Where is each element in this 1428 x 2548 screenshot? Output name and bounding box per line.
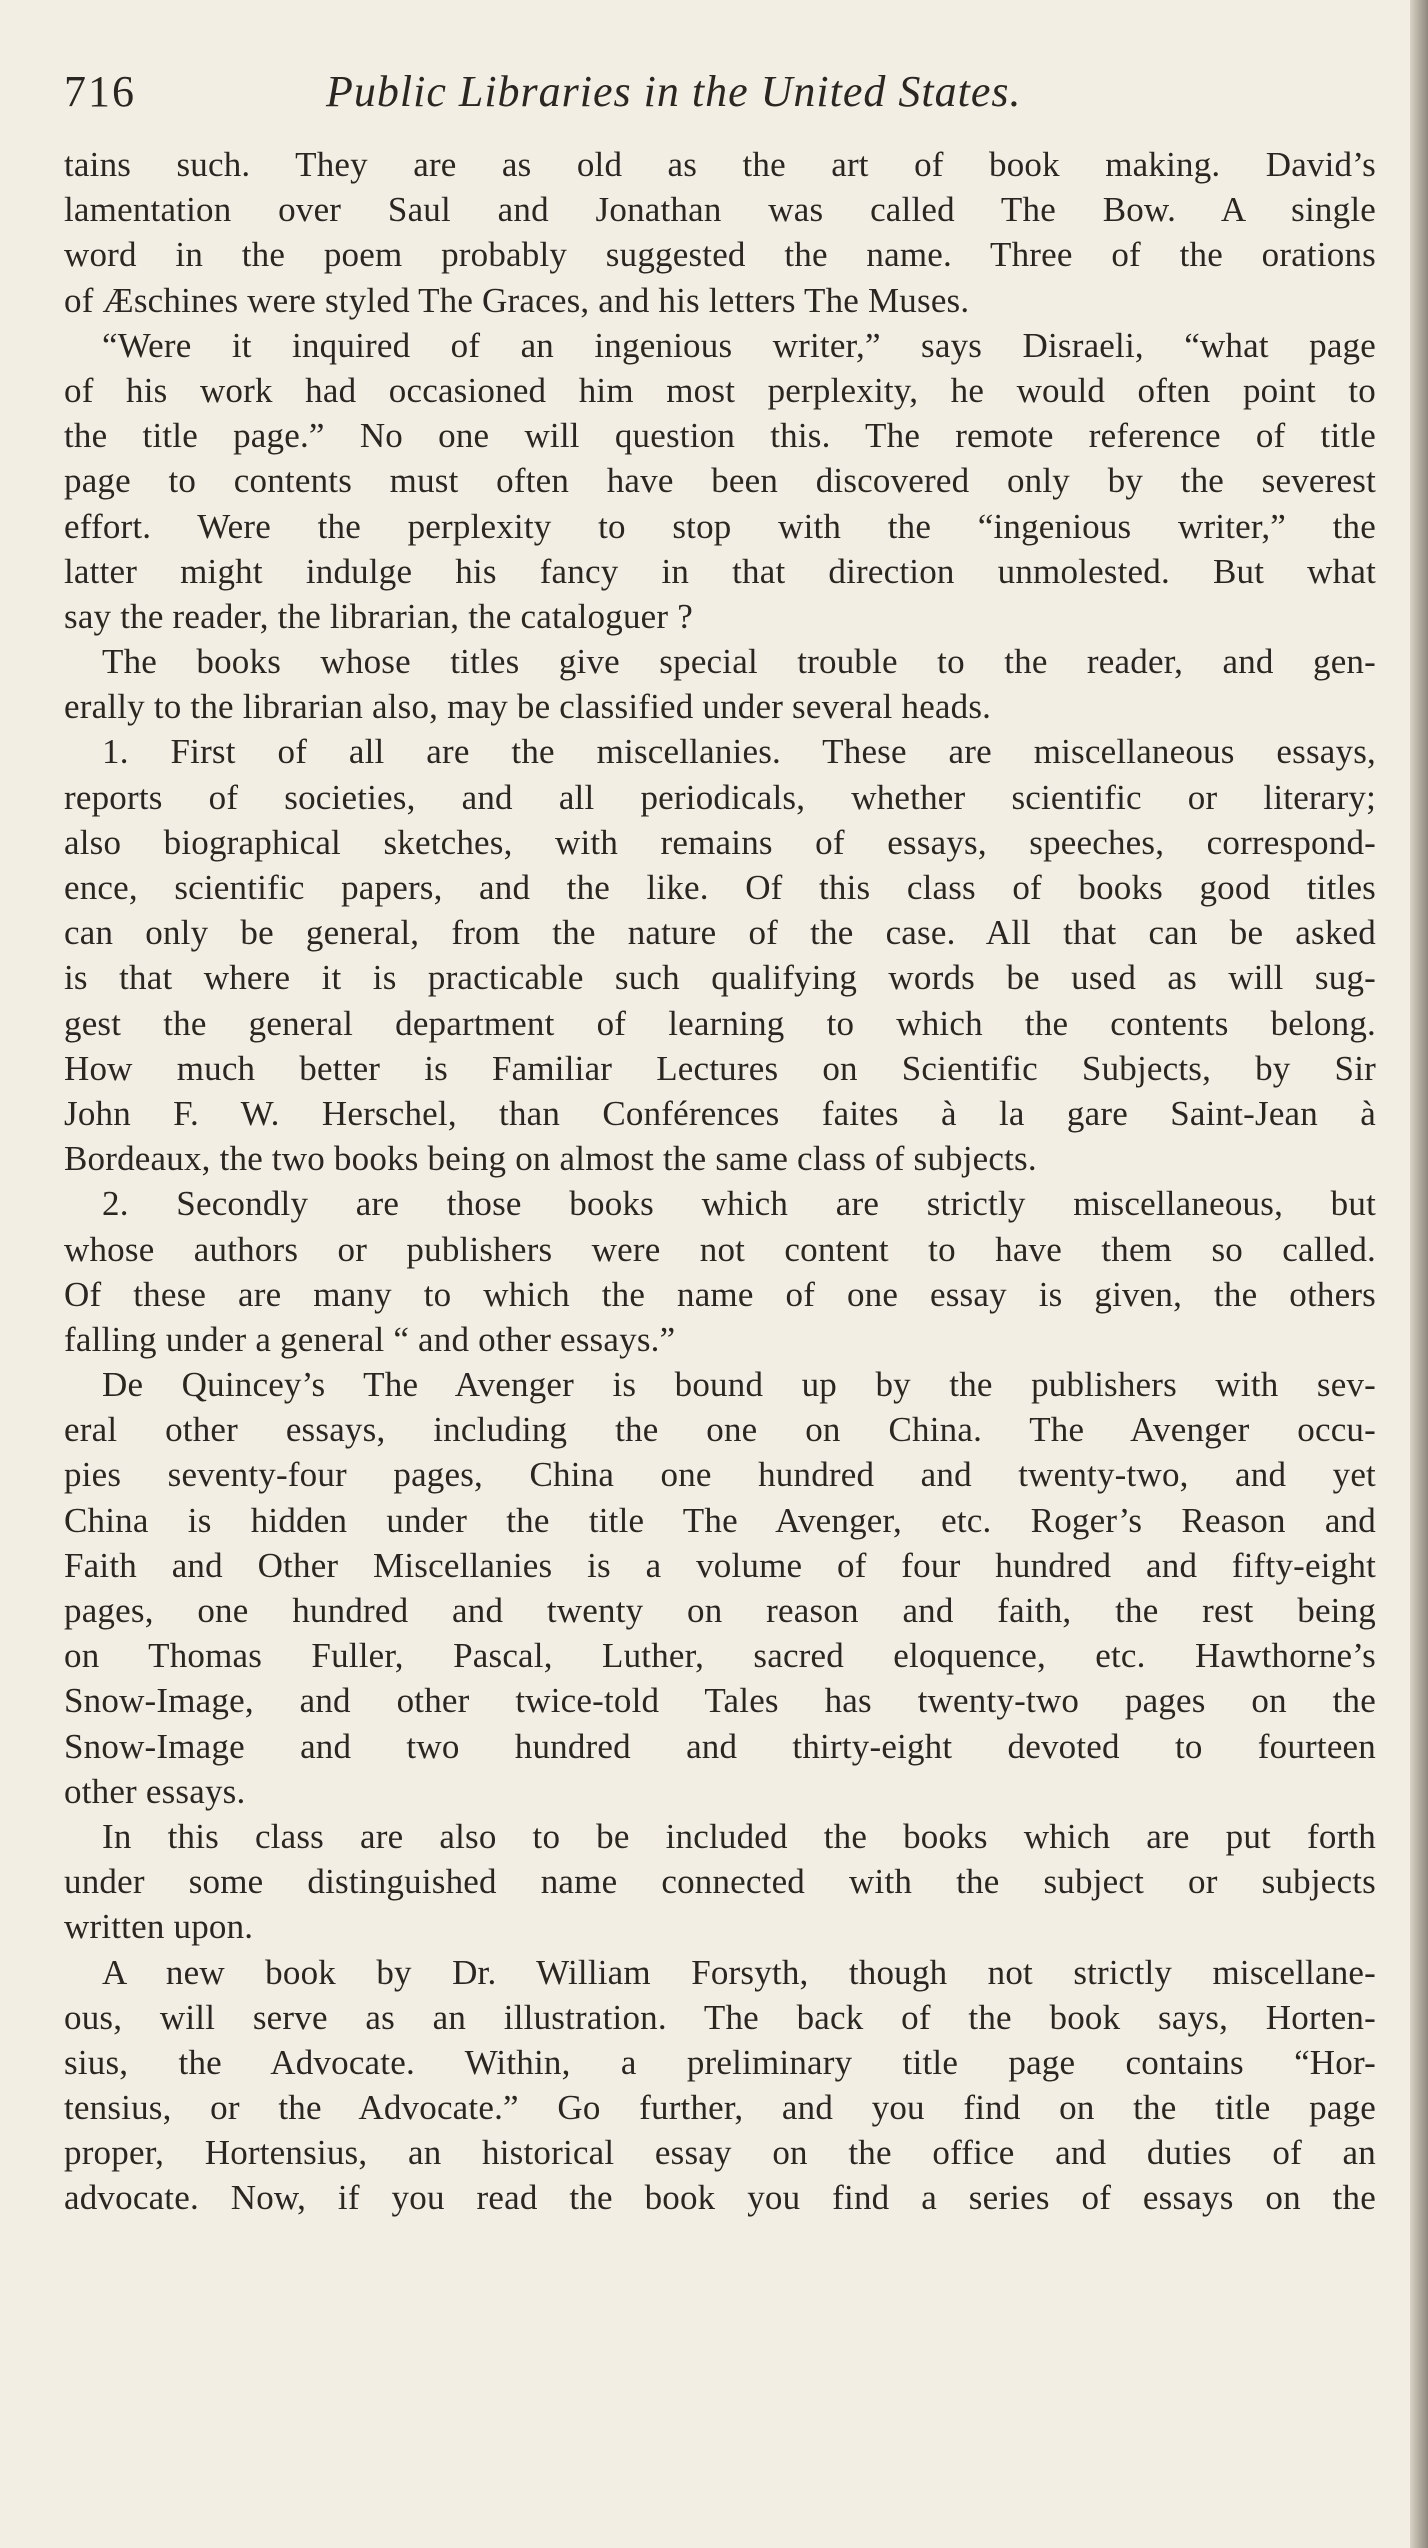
text-line: the title page.” No one will question this. The remote reference of title [64,416,1376,456]
text-line: lamentation over Saul and Jonathan was called The Bow. A single [64,190,1376,230]
text-line: In this class are also to be included the books which are put forth [102,1816,1376,1856]
text-line: reports of societies, and all periodicals, whether scientific or literary; [64,777,1376,817]
text-line: written upon. [64,1907,254,1947]
text-line: gest the general department of learning to which the contents belong. [64,1003,1376,1043]
text-line: eral other essays, including the one on China. The Avenger occu- [64,1410,1376,1450]
text-line: Faith and Other Miscellanies is a volume of four hundred and fifty-eight [64,1545,1376,1585]
text-line: on Thomas Fuller, Pascal, Luther, sacred eloquence, etc. Hawthorne’s [64,1636,1376,1676]
text-line: under some distinguished name connected with the subject or subjects [64,1862,1376,1902]
text-line: The books whose titles give special trouble to the reader, and gen- [102,642,1376,682]
text-line: is that where it is practicable such qualifying words be used as will sug- [64,958,1376,998]
text-line: China is hidden under the title The Avenger, etc. Roger’s Reason and [64,1500,1376,1540]
text-line: say the reader, the librarian, the cataloguer ? [64,596,693,636]
text-line: other essays. [64,1771,246,1811]
text-line: 2. Secondly are those books which are strictly miscellaneous, but [102,1184,1376,1224]
text-line: ous, will serve as an illustration. The back of the book says, Horten- [64,1997,1376,2037]
text-line: John F. W. Herschel, than Conférences faites à la gare Saint-Jean à [64,1093,1376,1133]
text-line: latter might indulge his fancy in that direction unmolested. But what [64,551,1376,591]
text-line: advocate. Now, if you read the book you find a series of essays on the [64,2178,1376,2218]
text-line: ence, scientific papers, and the like. Of this class of books good titles [64,868,1376,907]
running-title: Public Libraries in the United States. [326,67,1022,116]
text-line: can only be general, from the nature of the case. All that can be asked [64,913,1376,953]
text-line: Of these are many to which the name of one essay is given, the others [64,1274,1376,1314]
text-line: Snow-Image and two hundred and thirty-eight devoted to fourteen [64,1726,1376,1766]
text-line: erally to the librarian also, may be classified under several heads. [64,687,992,727]
text-line: sius, the Advocate. Within, a preliminary title page contains “Hor- [64,2042,1376,2082]
text-line: How much better is Familiar Lectures on Scientific Subjects, by Sir [64,1048,1376,1088]
text-line: word in the poem probably suggested the name. Three of the orations [64,235,1376,275]
text-line: “Were it inquired of an ingenious writer,” says Disraeli, “what page [102,325,1376,365]
text-line: Bordeaux, the two books being on almost the same class of subjects. [64,1139,1037,1179]
text-line: tensius, or the Advocate.” Go further, and you find on the title page [64,2088,1376,2128]
text-line: pages, one hundred and twenty on reason and faith, the rest being [64,1591,1376,1630]
text-line: 1. First of all are the miscellanies. These are miscellaneous essays, [102,732,1376,772]
page-header [64,66,1124,126]
text-line: page to contents must often have been discovered only by the severest [64,461,1376,501]
text-line: effort. Were the perplexity to stop with the “ingenious writer,” the [64,506,1376,546]
text-line: also biographical sketches, with remains of essays, speeches, correspond- [64,822,1376,862]
text-line: of Æschines were styled The Graces, and his letters The Muses. [64,280,970,320]
text-line: proper, Hortensius, an historical essay on the office and duties of an [64,2133,1376,2173]
text-line: pies seventy-four pages, China one hundred and twenty-two, and yet [64,1455,1376,1495]
text-line: whose authors or publishers were not content to have them so called. [64,1229,1376,1269]
page-number: 716 [64,67,136,116]
text-line: tains such. They are as old as the art of book making. David’s [64,145,1376,184]
text-line: falling under a general “ and other essays.” [64,1319,676,1359]
text-line: of his work had occasioned him most perplexity, he would often point to [64,370,1376,410]
text-line: Snow-Image, and other twice-told Tales has twenty-two pages on the [64,1681,1376,1721]
text-line: De Quincey’s The Avenger is bound up by the publishers with sev- [102,1365,1376,1405]
page-edge [1410,0,1428,2548]
body-text [64,142,1376,2221]
text-line: A new book by Dr. William Forsyth, though not strictly miscellane- [102,1952,1376,1992]
